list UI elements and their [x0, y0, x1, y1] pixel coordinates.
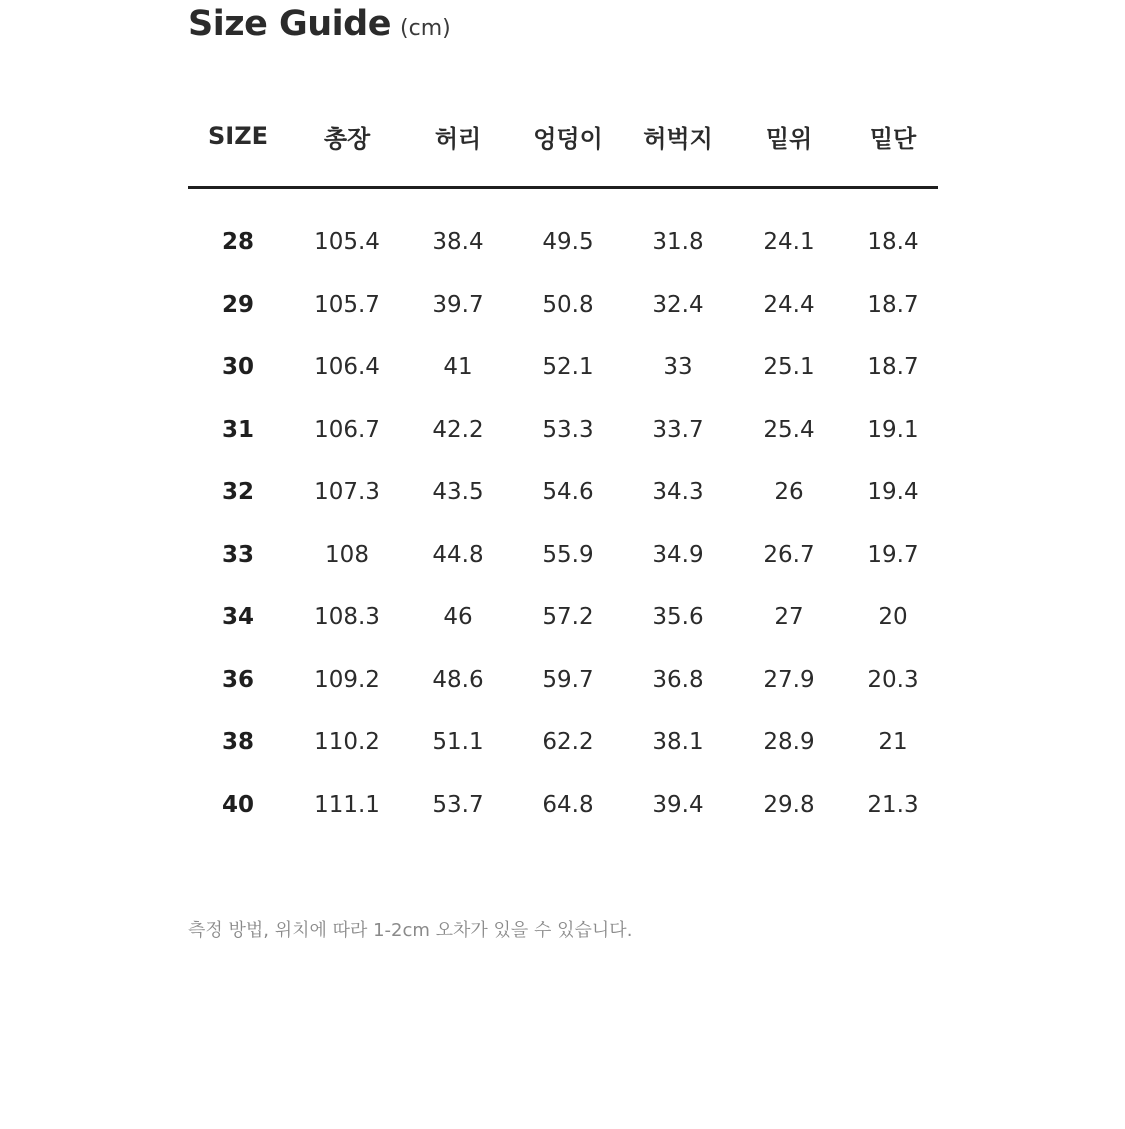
measurement-cell: 25.1 — [763, 354, 815, 381]
measurement-cell: 33.7 — [652, 416, 704, 443]
measurement-cell: 26.7 — [763, 541, 815, 568]
measurement-cell: 108.3 — [314, 604, 380, 631]
measurement-cell: 39.4 — [652, 791, 704, 818]
table-row — [188, 461, 938, 524]
measurement-cell: 49.5 — [542, 229, 594, 256]
table-row — [188, 336, 938, 399]
measurement-cell: 64.8 — [542, 791, 594, 818]
measurement-cell: 25.4 — [763, 416, 815, 443]
title-unit: (cm) — [400, 16, 451, 41]
measurement-cell: 111.1 — [314, 791, 380, 818]
measurement-cell: 48.6 — [432, 666, 484, 693]
page-title — [188, 4, 451, 44]
header-cell: SIZE — [207, 122, 268, 150]
measurement-cell: 55.9 — [542, 541, 594, 568]
measurement-cell: 107.3 — [314, 479, 380, 506]
measurement-cell: 108 — [325, 541, 369, 568]
measurement-cell: 33 — [663, 354, 693, 381]
measurement-cell: 20 — [878, 604, 908, 631]
measurement-cell: 59.7 — [542, 666, 594, 693]
measurement-note: 측정 방법, 위치에 따라 1-2cm 오차가 있을 수 있습니다. — [188, 920, 633, 941]
header-cell: 총장 — [323, 124, 371, 153]
measurement-cell: 39.7 — [432, 291, 484, 318]
title-text: Size Guide — [188, 4, 391, 44]
measurement-cell: 41 — [443, 354, 473, 381]
measurement-cell: 32.4 — [652, 291, 704, 318]
measurement-cell: 50.8 — [542, 291, 594, 318]
size-cell: 29 — [221, 291, 254, 318]
table-header — [188, 104, 938, 168]
measurement-cell: 19.4 — [867, 479, 919, 506]
measurement-cell: 27.9 — [763, 666, 815, 693]
measurement-cell: 18.7 — [867, 291, 919, 318]
measurement-cell: 28.9 — [763, 729, 815, 756]
header-cell: 밑단 — [869, 124, 917, 153]
size-table — [188, 104, 938, 836]
measurement-cell: 57.2 — [542, 604, 594, 631]
header-cell: 허벅지 — [643, 124, 713, 153]
measurement-cell: 46 — [443, 604, 473, 631]
size-cell: 32 — [221, 479, 254, 506]
measurement-cell: 29.8 — [763, 791, 815, 818]
measurement-cell: 36.8 — [652, 666, 704, 693]
measurement-cell: 109.2 — [314, 666, 380, 693]
measurement-cell: 44.8 — [432, 541, 484, 568]
measurement-cell: 34.9 — [652, 541, 704, 568]
measurement-cell: 38.1 — [652, 729, 704, 756]
measurement-cell: 18.4 — [867, 229, 919, 256]
measurement-cell: 26 — [774, 479, 804, 506]
measurement-cell: 35.6 — [652, 604, 704, 631]
measurement-cell: 19.1 — [867, 416, 919, 443]
measurement-cell: 52.1 — [542, 354, 594, 381]
measurement-cell: 53.3 — [542, 416, 594, 443]
size-cell: 34 — [221, 604, 254, 631]
measurement-cell: 106.7 — [314, 416, 380, 443]
measurement-cell: 21.3 — [867, 791, 919, 818]
table-row — [188, 399, 938, 462]
measurement-cell: 105.7 — [314, 291, 380, 318]
size-cell: 36 — [221, 666, 254, 693]
measurement-cell: 42.2 — [432, 416, 484, 443]
measurement-cell: 110.2 — [314, 729, 380, 756]
size-cell: 38 — [221, 729, 254, 756]
header-cell: 밑위 — [765, 124, 813, 153]
measurement-cell: 62.2 — [542, 729, 594, 756]
measurement-cell: 24.4 — [763, 291, 815, 318]
table-row — [188, 524, 938, 587]
measurement-cell: 24.1 — [763, 229, 815, 256]
measurement-cell: 27 — [774, 604, 804, 631]
table-row — [188, 711, 938, 774]
table-row — [188, 649, 938, 712]
measurement-cell: 19.7 — [867, 541, 919, 568]
table-row — [188, 586, 938, 649]
size-cell: 33 — [221, 541, 254, 568]
size-cell: 40 — [221, 791, 254, 818]
measurement-cell: 54.6 — [542, 479, 594, 506]
size-cell: 31 — [221, 416, 254, 443]
measurement-cell: 53.7 — [432, 791, 484, 818]
measurement-cell: 43.5 — [432, 479, 484, 506]
header-cell: 허리 — [434, 124, 482, 153]
measurement-cell: 20.3 — [867, 666, 919, 693]
size-cell: 28 — [221, 229, 254, 256]
measurement-cell: 106.4 — [314, 354, 380, 381]
header-cell: 엉덩이 — [533, 124, 603, 153]
measurement-cell: 51.1 — [432, 729, 484, 756]
measurement-cell: 18.7 — [867, 354, 919, 381]
measurement-cell: 38.4 — [432, 229, 484, 256]
table-row — [188, 774, 938, 837]
measurement-cell: 31.8 — [652, 229, 704, 256]
measurement-cell: 105.4 — [314, 229, 380, 256]
size-cell: 30 — [221, 354, 254, 381]
measurement-cell: 21 — [878, 729, 908, 756]
table-row — [188, 211, 938, 274]
table-body — [188, 189, 938, 836]
measurement-cell: 34.3 — [652, 479, 704, 506]
table-row — [188, 274, 938, 337]
